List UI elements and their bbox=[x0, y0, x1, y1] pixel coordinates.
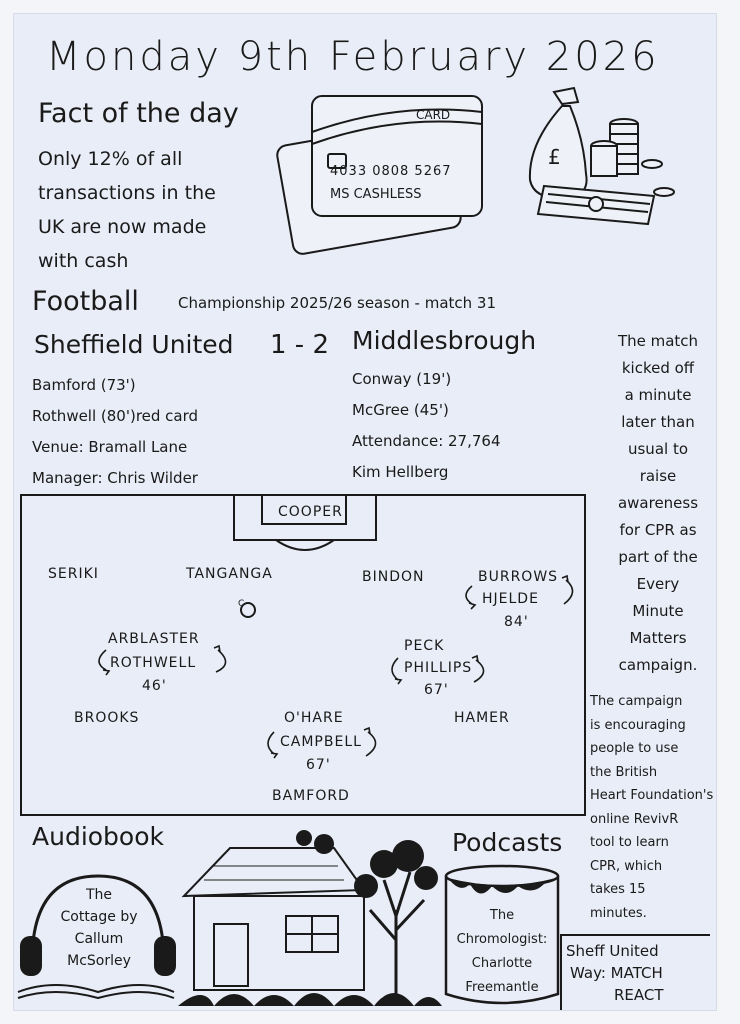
competition: Championship 2025/26 season - match 31 bbox=[178, 294, 496, 312]
audiobook-line: Cottage by bbox=[60, 909, 138, 925]
home-team: Sheffield United bbox=[34, 330, 234, 359]
sub-minute: 46' bbox=[142, 678, 167, 694]
note-line: people to use bbox=[590, 741, 679, 756]
player-bindon: BINDON bbox=[362, 569, 425, 585]
tree-icon bbox=[370, 872, 424, 996]
player-peck: PECK bbox=[404, 638, 445, 654]
note-line: minutes. bbox=[590, 905, 647, 921]
sheff-united-way bbox=[566, 940, 664, 1006]
note-line: the British bbox=[590, 764, 658, 780]
note-line: later than bbox=[621, 413, 695, 431]
home-detail: Bamford (73') bbox=[32, 376, 136, 394]
away-detail: Kim Hellberg bbox=[352, 463, 449, 481]
note-line: online RevivR bbox=[590, 811, 679, 827]
home-detail: Manager: Chris Wilder bbox=[32, 469, 198, 487]
pitch-diagram bbox=[20, 494, 586, 816]
football-heading: Football bbox=[32, 286, 139, 317]
svg-text:£: £ bbox=[548, 145, 561, 169]
audiobook-title bbox=[44, 884, 154, 972]
note-line: The campaign bbox=[590, 694, 683, 709]
home-detail: Venue: Bramall Lane bbox=[32, 438, 188, 456]
sub-minute: 84' bbox=[504, 614, 529, 630]
player-burrows: BURROWS bbox=[478, 569, 559, 585]
sheff-line: REACT bbox=[614, 986, 664, 1004]
podcast-line: Chromologist: bbox=[456, 932, 548, 947]
note-line: takes 15 bbox=[590, 882, 646, 897]
note-line: CPR, which bbox=[590, 858, 663, 874]
note-line: campaign. bbox=[618, 656, 698, 674]
fact-heading: Fact of the day bbox=[38, 98, 239, 129]
note-line: a minute bbox=[624, 386, 692, 404]
cpr-note bbox=[608, 328, 708, 679]
podcast-title bbox=[444, 904, 560, 1000]
money-bag-icon bbox=[514, 84, 684, 234]
note-line: Every bbox=[636, 575, 680, 593]
journal-page bbox=[14, 14, 716, 1010]
fact-line: UK are now made bbox=[38, 216, 207, 238]
podcasts-heading: Podcasts bbox=[452, 828, 563, 857]
away-detail: Attendance: 27,764 bbox=[352, 432, 501, 450]
coin-stack-icon bbox=[591, 119, 674, 196]
home-details bbox=[32, 370, 198, 494]
date-title: Monday 9th February 2026 bbox=[46, 34, 660, 80]
card-label: CARD bbox=[416, 108, 451, 122]
player-hamer: HAMER bbox=[454, 710, 510, 726]
note-line: usual to bbox=[627, 440, 688, 458]
audiobook-heading: Audiobook bbox=[32, 822, 164, 851]
campaign-note bbox=[590, 690, 714, 925]
audiobook-line: Callum bbox=[74, 931, 124, 947]
player-arblaster: ARBLASTER bbox=[108, 631, 200, 647]
fact-text bbox=[38, 142, 278, 278]
audiobook-line: McSorley bbox=[67, 953, 131, 969]
player-ohare: O'HARE bbox=[284, 710, 344, 726]
player-rothwell: ROTHWELL bbox=[110, 655, 197, 671]
note-line: The match bbox=[617, 332, 699, 350]
fact-line: Only 12% of all bbox=[38, 148, 183, 170]
podcast-line: Charlotte bbox=[471, 956, 533, 971]
note-line: awareness bbox=[617, 494, 699, 512]
cottage-illustration bbox=[174, 820, 444, 1016]
note-line: Heart Foundation's bbox=[590, 788, 714, 803]
sheff-line: Sheff United bbox=[566, 942, 659, 960]
player-seriki: SERIKI bbox=[48, 566, 99, 582]
sheff-line: Way: MATCH bbox=[570, 964, 663, 982]
note-line: for CPR as bbox=[619, 521, 697, 539]
note-line: part of the bbox=[618, 548, 698, 566]
podcast-line: Freemantle bbox=[465, 980, 539, 995]
player-hjelde: HJELDE bbox=[482, 591, 539, 607]
note-line: is encouraging bbox=[590, 717, 686, 733]
note-line: Minute bbox=[632, 602, 684, 620]
fact-line: transactions in the bbox=[38, 182, 216, 204]
podcast-line: The bbox=[489, 908, 515, 923]
sub-minute: 67' bbox=[306, 757, 331, 773]
player-bamford: BAMFORD bbox=[272, 788, 350, 804]
away-team: Middlesbrough bbox=[352, 326, 537, 355]
note-line: tool to learn bbox=[590, 835, 669, 850]
player-brooks: BROOKS bbox=[74, 710, 140, 726]
sub-minute: 67' bbox=[424, 682, 449, 698]
captain-mark: C bbox=[238, 599, 246, 609]
score: 1 - 2 bbox=[270, 330, 329, 360]
book-icon bbox=[18, 985, 174, 998]
player-phillips: PHILLIPS bbox=[404, 660, 473, 676]
player-campbell: CAMPBELL bbox=[280, 734, 362, 750]
away-detail: Conway (19') bbox=[352, 370, 452, 388]
home-detail: Rothwell (80')red card bbox=[32, 407, 199, 425]
fact-line: with cash bbox=[38, 250, 129, 272]
divider bbox=[562, 934, 710, 936]
away-detail: McGree (45') bbox=[352, 401, 449, 419]
away-details bbox=[352, 364, 501, 488]
card-holder: MS CASHLESS bbox=[330, 187, 422, 202]
card-number: 4033 0808 5267 bbox=[330, 164, 452, 179]
note-line: raise bbox=[639, 467, 677, 485]
audiobook-line: The bbox=[85, 887, 113, 903]
player-tanganga: TANGANGA bbox=[186, 566, 273, 582]
note-line: Matters bbox=[629, 629, 687, 647]
divider bbox=[560, 934, 562, 1010]
banknotes-icon bbox=[538, 186, 654, 224]
note-line: kicked off bbox=[621, 359, 695, 377]
player-cooper: COOPER bbox=[278, 504, 343, 520]
